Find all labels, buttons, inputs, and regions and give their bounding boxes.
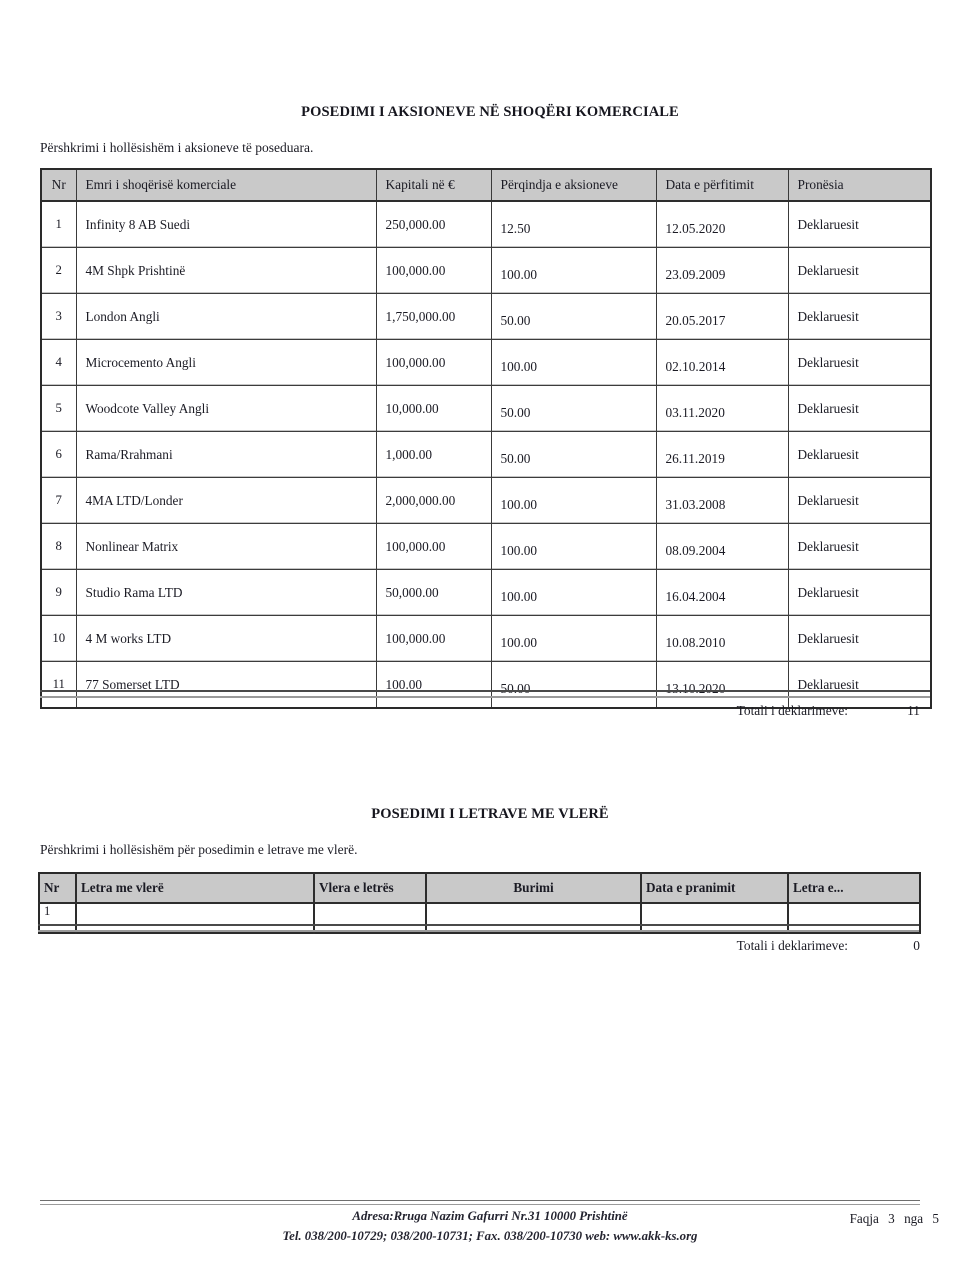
shares-cell-ownership: Deklaruesit [788, 201, 931, 248]
shares-cell-ownership: Deklaruesit [788, 524, 931, 570]
shares-cell-ownership: Deklaruesit [788, 478, 931, 524]
securities-total-value: 0 [913, 938, 920, 953]
shares-cell-company: Microcemento Angli [76, 340, 376, 386]
shares-cell-capital: 100.00 [376, 662, 491, 709]
securities-cell-nr: 1 [39, 903, 76, 933]
securities-col-header-value: Vlera e letrës [314, 873, 426, 903]
shares-cell-percent: 100.00 [491, 570, 656, 616]
shares-cell-percent: 50.00 [491, 294, 656, 340]
shares-cell-date: 13.10.2020 [656, 662, 788, 709]
shares-cell-ownership: Deklaruesit [788, 386, 931, 432]
shares-cell-date: 23.09.2009 [656, 248, 788, 294]
table-row [41, 201, 931, 248]
shares-cell-company: London Angli [76, 294, 376, 340]
shares-cell-capital: 100,000.00 [376, 524, 491, 570]
shares-cell-nr: 3 [41, 294, 76, 340]
shares-cell-nr: 9 [41, 570, 76, 616]
shares-cell-company: 4M Shpk Prishtinë [76, 248, 376, 294]
shares-cell-nr: 10 [41, 616, 76, 662]
shares-cell-ownership: Deklaruesit [788, 616, 931, 662]
shares-cell-nr: 11 [41, 662, 76, 709]
securities-col-header-security: Letra me vlerë [76, 873, 314, 903]
shares-col-header-percent: Përqindja e aksioneve [491, 169, 656, 201]
shares-cell-percent: 100.00 [491, 248, 656, 294]
shares-cell-nr: 1 [41, 201, 76, 248]
table-row [41, 478, 931, 524]
shares-cell-percent: 100.00 [491, 478, 656, 524]
shares-cell-capital: 100,000.00 [376, 248, 491, 294]
shares-cell-ownership: Deklaruesit [788, 340, 931, 386]
shares-cell-company: Infinity 8 AB Suedi [76, 201, 376, 248]
shares-cell-capital: 2,000,000.00 [376, 478, 491, 524]
shares-section-intro: Përshkrimi i hollësishëm i aksioneve të poseduara. [40, 140, 314, 155]
shares-cell-company: Nonlinear Matrix [76, 524, 376, 570]
shares-cell-ownership: Deklaruesit [788, 294, 931, 340]
shares-cell-capital: 10,000.00 [376, 386, 491, 432]
shares-cell-company: 4MA LTD/Londer [76, 478, 376, 524]
footer-page-total: 5 [932, 1211, 939, 1226]
shares-cell-date: 08.09.2004 [656, 524, 788, 570]
shares-cell-company: Woodcote Valley Angli [76, 386, 376, 432]
shares-cell-percent: 100.00 [491, 524, 656, 570]
shares-cell-company: Rama/Rrahmani [76, 432, 376, 478]
footer-page-number: 3 [888, 1211, 895, 1226]
footer-address-line-2: Tel. 038/200-10729; 038/200-10731; Fax. 038/200-10730 web: www.akk-ks.org [282, 1229, 698, 1243]
footer-page-word: Faqja [849, 1211, 879, 1226]
shares-col-header-capital: Kapitali në € [376, 169, 491, 201]
shares-cell-company: 77 Somerset LTD [76, 662, 376, 709]
shares-cell-date: 16.04.2004 [656, 570, 788, 616]
shares-cell-ownership: Deklaruesit [788, 432, 931, 478]
footer-address-line-1: Adresa:Rruga Nazim Gafurri Nr.31 10000 Prishtinë [352, 1209, 628, 1223]
shares-section-title: POSEDIMI I AKSIONEVE NË SHOQËRI KOMERCIALE [301, 104, 679, 120]
shares-cell-percent: 50.00 [491, 386, 656, 432]
shares-cell-company: Studio Rama LTD [76, 570, 376, 616]
securities-section-intro: Përshkrimi i hollësishëm për posedimin e letrave me vlerë. [40, 842, 358, 857]
table-row [41, 248, 931, 294]
shares-cell-nr: 5 [41, 386, 76, 432]
shares-cell-nr: 8 [41, 524, 76, 570]
table-row [41, 294, 931, 340]
table-row [41, 662, 931, 709]
shares-cell-date: 26.11.2019 [656, 432, 788, 478]
shares-cell-capital: 50,000.00 [376, 570, 491, 616]
shares-cell-date: 31.03.2008 [656, 478, 788, 524]
shares-cell-date: 03.11.2020 [656, 386, 788, 432]
shares-cell-date: 12.05.2020 [656, 201, 788, 248]
shares-cell-nr: 4 [41, 340, 76, 386]
shares-cell-percent: 12.50 [491, 201, 656, 248]
shares-table [40, 168, 932, 709]
shares-cell-date: 20.05.2017 [656, 294, 788, 340]
shares-cell-capital: 1,750,000.00 [376, 294, 491, 340]
shares-cell-percent: 50.00 [491, 432, 656, 478]
securities-total-label: Totali i deklarimeve: [736, 938, 848, 953]
shares-cell-capital: 250,000.00 [376, 201, 491, 248]
footer-divider [40, 1200, 920, 1205]
shares-cell-ownership: Deklaruesit [788, 248, 931, 294]
securities-col-header-date: Data e pranimit [641, 873, 788, 903]
shares-cell-ownership: Deklaruesit [788, 570, 931, 616]
shares-cell-date: 10.08.2010 [656, 616, 788, 662]
table-row [41, 340, 931, 386]
shares-col-header-ownership: Pronësia [788, 169, 931, 201]
shares-cell-company: 4 M works LTD [76, 616, 376, 662]
table-row [41, 386, 931, 432]
shares-cell-nr: 7 [41, 478, 76, 524]
shares-total-value: 11 [907, 703, 920, 718]
securities-table-header-row [39, 873, 920, 903]
footer-page-of: nga [904, 1211, 924, 1226]
shares-cell-capital: 100,000.00 [376, 340, 491, 386]
shares-cell-ownership: Deklaruesit [797, 676, 859, 692]
shares-cell-percent: 100.00 [491, 340, 656, 386]
securities-section-title: POSEDIMI I LETRAVE ME VLERË [371, 806, 609, 822]
shares-total-label: Totali i deklarimeve: [736, 703, 848, 718]
securities-table-bottom-rule [38, 924, 919, 932]
table-row [41, 570, 931, 616]
shares-cell-nr: 2 [41, 248, 76, 294]
shares-cell-capital: 1,000.00 [376, 432, 491, 478]
table-row [41, 616, 931, 662]
shares-col-header-nr: Nr [41, 169, 76, 201]
shares-table-bottom-rule [40, 690, 930, 698]
shares-cell-capital: 100,000.00 [376, 616, 491, 662]
shares-cell-percent: 100.00 [491, 616, 656, 662]
footer-page-indicator [847, 1211, 942, 1227]
securities-col-header-letter: Letra e... [788, 873, 920, 903]
table-row [41, 524, 931, 570]
securities-col-header-nr: Nr [39, 873, 76, 903]
securities-col-header-source: Burimi [426, 873, 641, 903]
shares-table-header-row [41, 169, 931, 201]
shares-col-header-date: Data e përfitimit [656, 169, 788, 201]
shares-cell-nr: 6 [41, 432, 76, 478]
shares-col-header-company: Emri i shoqërisë komerciale [76, 169, 376, 201]
shares-cell-percent: 50.00 [491, 662, 656, 709]
shares-cell-date: 02.10.2014 [656, 340, 788, 386]
table-row [41, 432, 931, 478]
